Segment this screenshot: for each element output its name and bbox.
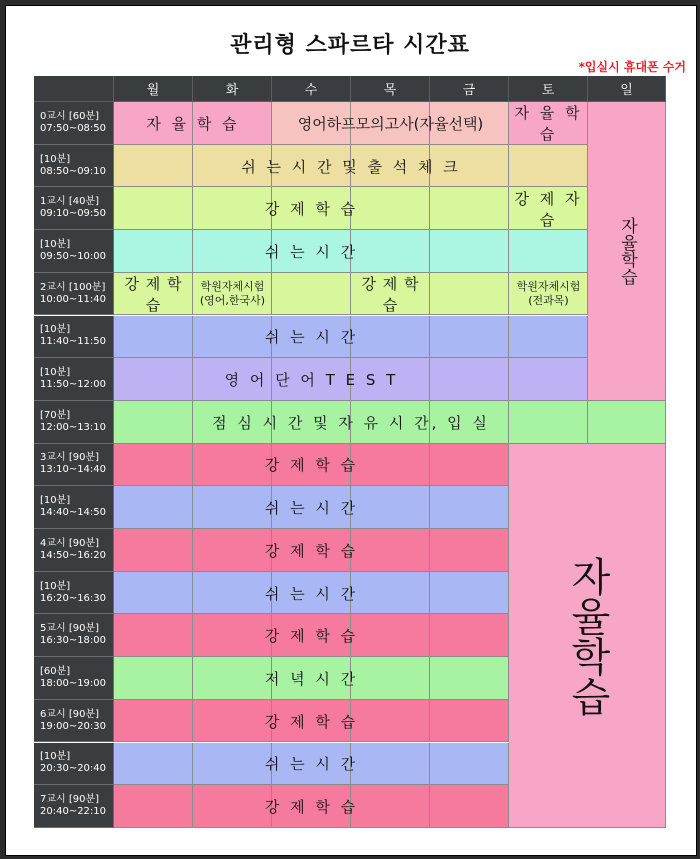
time-label <box>40 239 106 263</box>
time-label <box>40 452 106 476</box>
time-range: 14:40~14:50 <box>40 507 107 519</box>
time-cell <box>34 444 114 487</box>
time-label <box>40 751 106 775</box>
grid-cell <box>509 316 588 359</box>
time-cell <box>34 230 114 273</box>
break-label: 쉬 는 시 간 <box>264 242 359 261</box>
period-label: 0교시 [60분] <box>40 110 100 122</box>
forced-study-label: 강 제 학 습 <box>361 275 420 315</box>
time-cell <box>34 785 114 828</box>
time-range: 11:40~11:50 <box>40 336 107 348</box>
time-range: 09:50~10:00 <box>40 250 107 262</box>
time-label <box>40 324 106 348</box>
period-label: [10분] <box>40 495 71 507</box>
break-label: 쉬 는 시 간 <box>264 328 359 347</box>
time-label <box>40 709 106 733</box>
time-label <box>40 154 106 178</box>
forced-study-label: 강 제 학 습 <box>264 712 359 731</box>
time-label <box>40 666 106 690</box>
time-cell <box>34 273 114 316</box>
forced-study-label: 강 제 학 습 <box>264 456 359 475</box>
time-cell <box>34 187 114 230</box>
time-range: 18:00~19:00 <box>40 677 107 689</box>
period-label: [70분] <box>40 409 71 421</box>
day-header: 목 <box>351 76 430 102</box>
period-label: [10분] <box>40 751 71 763</box>
self-study-label: 자 율 학 습 <box>146 114 240 133</box>
self-study-label: 자 율 학 습 <box>514 104 583 144</box>
day-header: 토 <box>509 76 588 102</box>
period-label: 3교시 [90분] <box>40 452 100 464</box>
time-label <box>40 111 106 135</box>
day-header: 월 <box>114 76 193 102</box>
time-cell <box>34 358 114 401</box>
period-label: 4교시 [90분] <box>40 537 100 549</box>
time-range: 07:50~08:50 <box>40 122 107 134</box>
break-label: 쉬 는 시 간 <box>264 584 359 603</box>
grid-cell <box>272 273 351 316</box>
time-range: 14:50~16:20 <box>40 549 107 561</box>
time-cell <box>34 700 114 743</box>
time-cell <box>34 572 114 615</box>
day-header: 일 <box>588 76 666 102</box>
time-range: 09:10~09:50 <box>40 208 107 220</box>
academy-test-all-line2: (전과목) <box>528 294 569 308</box>
time-cell <box>34 743 114 786</box>
afternoon-self-study-label: 자율학습 <box>564 555 611 716</box>
time-cell <box>34 401 114 444</box>
forced-study-label: 강 제 학 습 <box>264 627 359 646</box>
period-label: 7교시 [90분] <box>40 794 100 806</box>
break-label: 쉬 는 시 간 <box>264 755 359 774</box>
time-cell <box>34 529 114 572</box>
time-range: 19:00~20:30 <box>40 720 107 732</box>
forced-study-label: 강 제 학 습 <box>264 798 359 817</box>
period-label: [10분] <box>40 367 71 379</box>
time-range: 16:20~16:30 <box>40 592 107 604</box>
academy-test-all <box>509 273 588 316</box>
english-mock-label: 영어하프모의고사(자율선택) <box>297 114 484 133</box>
time-cell <box>34 102 114 145</box>
period-label: [10분] <box>40 580 71 592</box>
time-label <box>40 538 106 562</box>
period-label: 5교시 [90분] <box>40 623 100 635</box>
period-label: [60분] <box>40 665 71 677</box>
sunday-self-study-label: 자율학습 <box>617 217 637 286</box>
time-range: 08:50~09:10 <box>40 165 107 177</box>
period-label: [10분] <box>40 324 71 336</box>
day-header: 화 <box>193 76 272 102</box>
forced-self-study-label: 강 제 자 습 <box>514 189 583 229</box>
academy-test-all-line1: 학원자체시험 <box>516 280 581 294</box>
grid-cell <box>509 358 588 401</box>
period-label: 1교시 [40분] <box>40 196 100 208</box>
period-label: [10분] <box>40 238 71 250</box>
lunch-label: 점 심 시 간 및 자 유 시 간, 입 실 <box>212 413 490 432</box>
period-label: [10분] <box>40 153 71 165</box>
break-attendance-label: 쉬 는 시 간 및 출 석 체 크 <box>241 157 461 176</box>
period-label: 2교시 [100분] <box>40 281 106 293</box>
time-range: 13:10~14:40 <box>40 464 107 476</box>
time-label <box>40 282 106 306</box>
time-cell <box>34 145 114 188</box>
page-title: 관리형 스파르타 시간표 <box>230 33 470 58</box>
time-range: 12:00~13:10 <box>40 421 107 433</box>
time-range: 16:30~18:00 <box>40 635 107 647</box>
time-cell <box>34 614 114 657</box>
academy-test-english-line1: 학원자체시험 <box>200 280 265 294</box>
time-label <box>40 794 106 818</box>
vocab-test-label: 영 어 단 어 T E S T <box>224 371 399 390</box>
time-label <box>40 495 106 519</box>
time-label <box>40 367 106 391</box>
phone-collection-note: *입실시 휴대폰 수거 <box>578 60 686 74</box>
time-label <box>40 410 106 434</box>
forced-study-label: 강 제 학 습 <box>264 541 359 560</box>
grid-cell <box>509 230 588 273</box>
time-label <box>40 196 106 220</box>
grid-cell <box>588 401 666 444</box>
time-range: 20:30~20:40 <box>40 763 107 775</box>
time-range: 11:50~12:00 <box>40 379 107 391</box>
forced-study-label: 강 제 학 습 <box>124 275 183 315</box>
day-header: 금 <box>430 76 509 102</box>
time-cell <box>34 486 114 529</box>
grid-cell <box>430 273 509 316</box>
time-label <box>40 581 106 605</box>
dinner-label: 저 녁 시 간 <box>264 669 359 688</box>
break-label: 쉬 는 시 간 <box>264 499 359 518</box>
header-corner <box>34 76 114 102</box>
time-cell <box>34 657 114 700</box>
academy-test-english-line2: (영어,한국사) <box>199 294 266 308</box>
time-label <box>40 623 106 647</box>
academy-test-english <box>193 273 272 316</box>
day-header: 수 <box>272 76 351 102</box>
time-range: 10:00~11:40 <box>40 293 107 305</box>
time-range: 20:40~22:10 <box>40 806 107 818</box>
timetable <box>34 76 666 828</box>
time-cell <box>34 316 114 359</box>
period-label: 6교시 [90분] <box>40 708 100 720</box>
forced-study-label: 강 제 학 습 <box>264 200 359 219</box>
